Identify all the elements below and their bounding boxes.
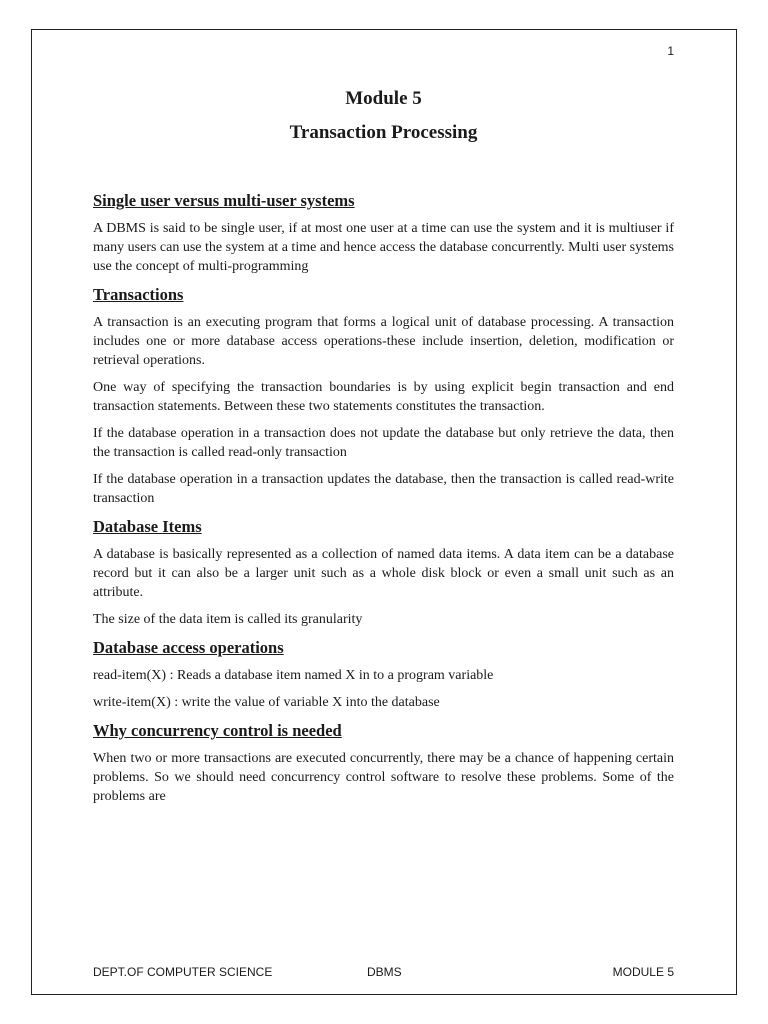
footer-module: MODULE 5 <box>612 965 674 979</box>
footer-department: DEPT.OF COMPUTER SCIENCE <box>93 965 273 979</box>
section-heading: Transactions <box>93 285 184 304</box>
paragraph: If the database operation in a transaction updates the database, then the transaction is called read-write transaction <box>93 472 674 506</box>
paragraph: A transaction is an executing program that forms a logical unit of database processing. A transaction includes one or more database access operations-these include insertion, deletion, modification or retrieval operations. <box>93 315 674 368</box>
document-body <box>93 190 674 814</box>
footer-subject: DBMS <box>367 965 402 979</box>
document-subtitle: Transaction Processing <box>289 122 478 143</box>
section-concurrency-control <box>93 720 674 806</box>
section-single-multi-user <box>93 190 674 276</box>
paragraph: If the database operation in a transaction does not update the database but only retrieve the data, then the transaction is called read-only transaction <box>93 426 674 460</box>
module-title: Module 5 <box>345 88 422 109</box>
paragraph: A database is basically represented as a collection of named data items. A data item can be a database record but it can also be a larger unit such as a whole disk block or even a small unit such as an attribute. <box>93 547 674 600</box>
paragraph: The size of the data item is called its granularity <box>93 612 363 627</box>
section-database-items <box>93 516 674 629</box>
paragraph: When two or more transactions are executed concurrently, there may be a chance of happening certain problems. So we should need concurrency control software to resolve these problems. Some of the problems are <box>93 751 674 804</box>
section-heading: Why concurrency control is needed <box>93 721 342 740</box>
section-transactions <box>93 284 674 508</box>
paragraph: write-item(X) : write the value of variable X into the database <box>93 695 440 710</box>
page-footer <box>93 965 674 981</box>
paragraph: One way of specifying the transaction boundaries is by using explicit begin transaction and end transaction statements. Between these two statements constitutes the transaction. <box>93 380 674 414</box>
section-access-operations <box>93 637 674 712</box>
page-number: 1 <box>667 44 674 58</box>
paragraph: A DBMS is said to be single user, if at most one user at a time can use the system and it is multiuser if many users can use the system at a time and hence access the database concurrently. Multi user systems use the concept of multi-programming <box>93 221 674 274</box>
section-heading: Single user versus multi-user systems <box>93 191 355 210</box>
section-heading: Database Items <box>93 517 202 536</box>
section-heading: Database access operations <box>93 638 284 657</box>
paragraph: read-item(X) : Reads a database item named X in to a program variable <box>93 668 494 683</box>
